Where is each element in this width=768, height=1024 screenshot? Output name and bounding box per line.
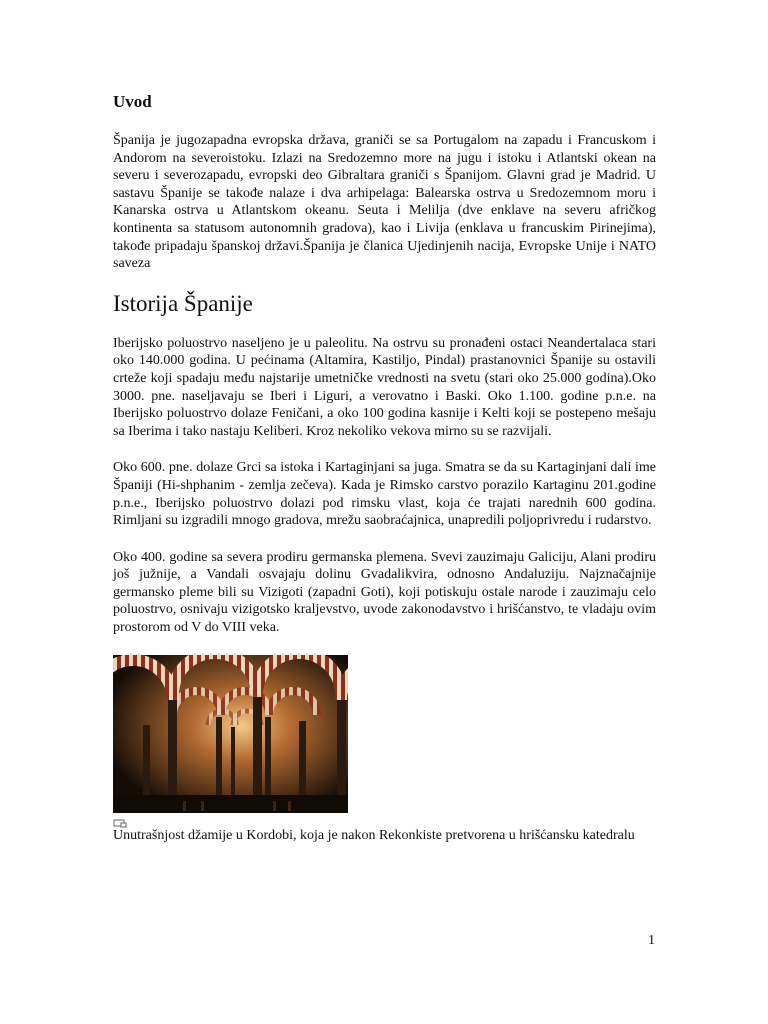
figure-caption: Unutrašnjost džamije u Kordobi, koja je nakon Rekonkiste pretvorena u hrišćansku katedralu	[113, 827, 635, 843]
cordoba-mosque-photo	[113, 655, 348, 813]
mosque-interior-illustration	[113, 655, 348, 813]
page-number: 1	[648, 933, 655, 948]
intro-heading: Uvod	[113, 92, 152, 111]
history-paragraph-3: Oko 400. godine sa severa prodiru germanska plemena. Svevi zauzimaju Galiciju, Alani prodiru još južnije, a Vandali osvajaju dolinu Gvadalikvira, odnosno Andaluziju. Najznačajnije germansko pleme bili su Vizigoti (zapadni Goti), koji potiskuju ostale narode i zauzimaju celo poluostrvo, osnivaju vizigotsko kraljevstvo, uvode zakonodavstvo i hrišćanstvo, te vladaju ovim prostorom od V do VIII veka.	[113, 549, 656, 636]
intro-paragraph: Španija je jugozapadna evropska država, graniči se sa Portugalom na zapadu i Francuskom i Andorom na severoistoku. Izlazi na Sredozemno more na jugu i istoku i Atlantski okean na severu i severozapadu, evropski deo Gibraltara graniči s Španijom. Glavni grad je Madrid. U sastavu Španije se takođe nalaze i dva arhipelaga: Balearska ostrva u Sredozemnom moru i Kanarska ostrva u Atlantskom okeanu. Seuta i Melilja (dve enklave na severu afričkog kontinenta sa statusom autonomnih gradova), kao i Livija (enklava u francuskim Pirinejima), takođe pripadaju španskoj državi.Španija je članica Ujedinjenih nacija, Evropske Unije i NATO saveza	[113, 133, 656, 272]
history-heading: Istorija Španije	[113, 290, 253, 316]
history-paragraph-2: Oko 600. pne. dolaze Grci sa istoka i Kartaginjani sa juga. Smatra se da su Kartaginjani dali ime Španiji (Hi-shphanim - zemlja zečeva). Kada je Rimsko carstvo porazilo Kartaginu 201.godine p.n.e., Iberijsko poluostrvo dolazi pod rimsku vlast, koja će trajati narednih 600 godina. Rimljani su izgradili mnogo gradova, mrežu saobraćajnica, unapredili poljoprivredu i rudarstvo.	[113, 460, 656, 529]
history-paragraph-1: Iberijsko poluostrvo naseljeno je u paleolitu. Na ostrvu su pronađeni ostaci Neandertalaca stari oko 140.000 godina. U pećinama (Altamira, Kastiljo, Pindal) prastanovnici Španije su ostavili crteže koji spadaju među najstarije umetničke vrednosti na svetu (stari oko 25.000 godina).Oko 3000. pne. naseljavaju se Iberi i Liguri, a verovatno i Baski. Oko 1.100. godine p.n.e. na Iberijsko poluostrvo dolaze Feničani, a oko 100 godina kasnije i Kelti koji se postepeno mešaju sa Iberima i tako nastaju Keliberi. Kroz nekoliko vekova mirno su se razvijali.	[113, 335, 656, 439]
image-placeholder-icon	[113, 815, 127, 825]
page-content	[113, 92, 656, 844]
